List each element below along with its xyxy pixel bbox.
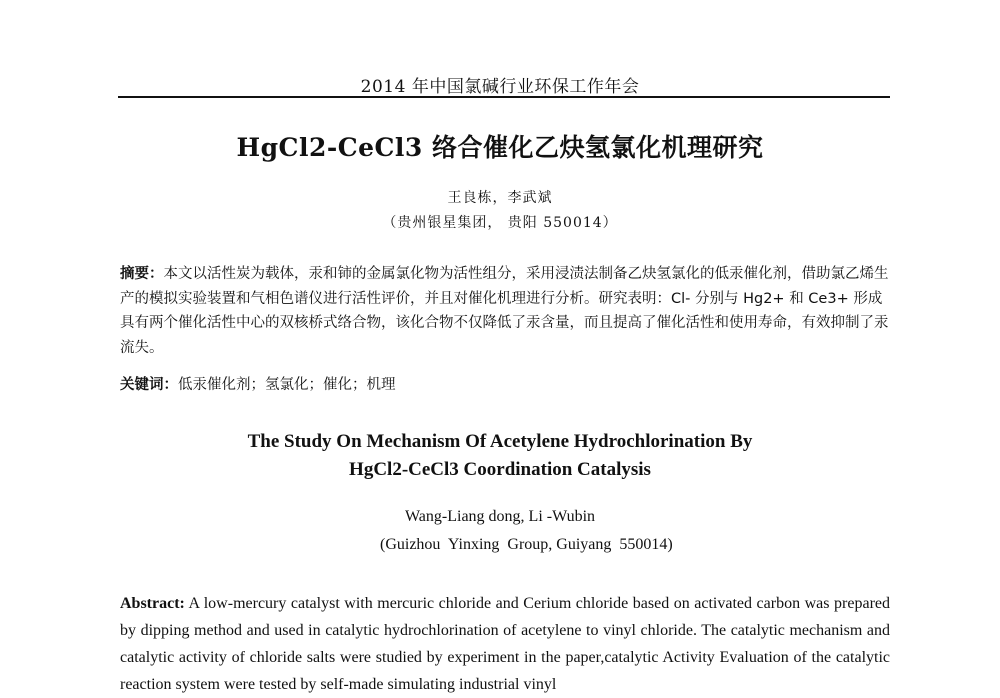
paper-title-en-line2: HgCl2-CeCl3 Coordination Catalysis: [349, 459, 651, 480]
paper-title-cn: HgCl2-CeCl3 络合催化乙炔氢氯化机理研究: [236, 133, 764, 162]
abstract-cn: [120, 262, 890, 360]
abstract-cn-text: 本文以活性炭为载体，汞和铈的金属氯化物为活性组分，采用浸渍法制备乙炔氢氯化的低汞催化剂，借助氯乙烯生产的模拟实验装置和气相色谱仪进行活性评价，并且对催化机理进行分析。研究表明：Cl- 分别与 Hg2+ 和 Ce3+ 形成具有两个催化活性中心的双核桥式络合物，该化合物不仅降低了汞含量，而且提高了催化活性和使用寿命，有效抑制了汞流失。: [120, 266, 889, 356]
keywords-cn-text: 低汞催化剂；氢氯化；催化；机理: [178, 377, 396, 393]
authors-en: Wang-Liang dong, Li -Wubin: [404, 508, 596, 525]
abstract-en-text: A low-mercury catalyst with mercuric chloride and Cerium chloride based on activated carbon was prepared by dipping method and used in catalytic hydrochlorination of acetylene to vinyl chloride. The catalytic mechanism and catalytic activity of chloride salts were studied by experiment in the paper,catalytic Activity Evaluation of the catalytic reaction system were tested by self-made simulating industrial vinyl: [120, 595, 890, 693]
header-rule: [118, 96, 890, 98]
authors-cn: 王良栋，李武斌: [447, 190, 553, 206]
keywords-cn: [120, 373, 890, 397]
conference-header: 2014 年中国氯碱行业环保工作年会: [360, 77, 640, 97]
affiliation-cn: （贵州银星集团， 贵阳 550014）: [382, 215, 618, 231]
paper-title-en: [0, 428, 1000, 484]
paper-title-en-line1: The Study On Mechanism Of Acetylene Hydrochlorination By: [247, 431, 753, 452]
abstract-en-label: Abstract:: [120, 595, 185, 612]
abstract-cn-label: 摘要：: [120, 266, 164, 282]
affiliation-en: (Guizhou Yinxing Group, Guiyang 550014): [380, 536, 673, 553]
abstract-en: [120, 590, 890, 698]
keywords-cn-label: 关键词：: [120, 377, 178, 393]
